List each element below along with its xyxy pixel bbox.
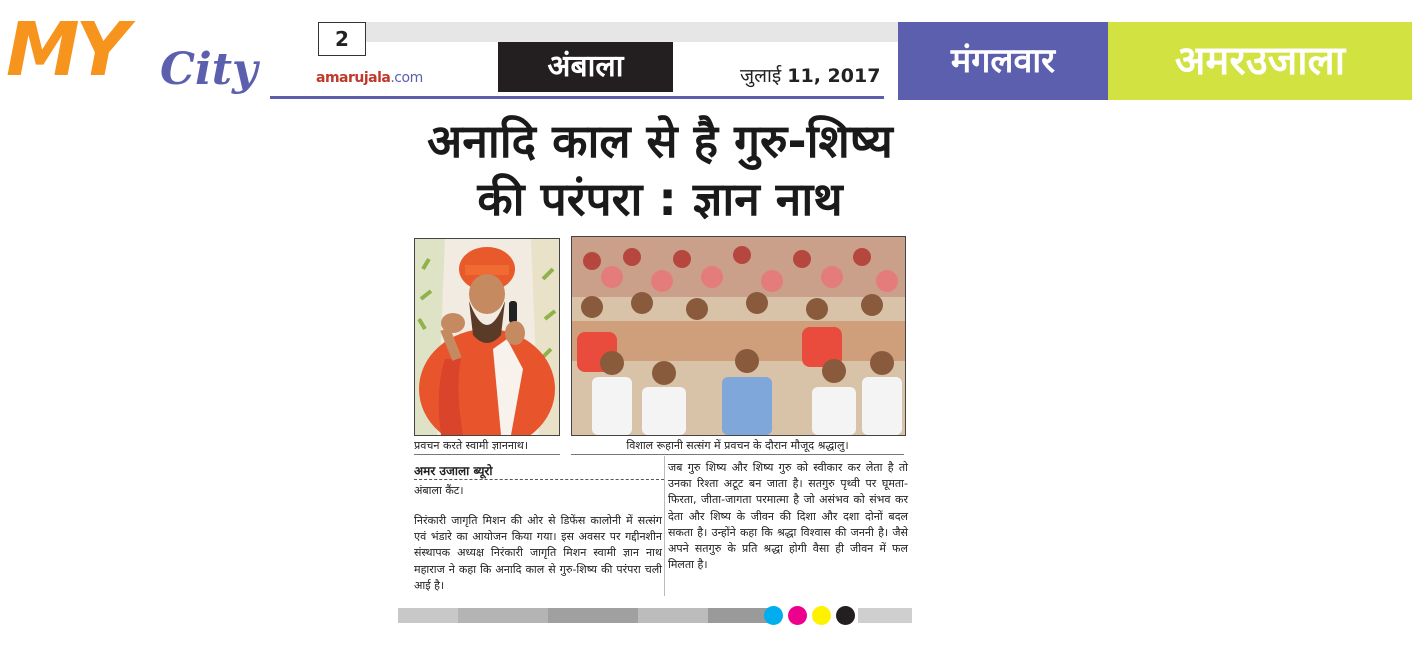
- site-tld: .com: [390, 70, 423, 86]
- photo-congregation-caption: विशाल रूहानी सत्संग में प्रवचन के दौरान मौजूद श्रद्धालु।: [571, 438, 904, 455]
- page-number: 2: [318, 22, 366, 56]
- mycity-logo-city: City: [160, 44, 258, 95]
- photo-swami: [414, 238, 560, 436]
- gray-patch: [638, 608, 708, 623]
- registration-dot-black: [836, 606, 855, 625]
- gray-patch: [458, 608, 548, 623]
- paper-brand: अमरउजाला: [1108, 22, 1412, 100]
- date-daynum: 11, 2017: [787, 65, 881, 87]
- gray-patch: [398, 608, 458, 623]
- dateline: अंबाला कैंट।: [414, 484, 464, 497]
- registration-dot-yellow: [812, 606, 831, 625]
- weekday-label: मंगलवार: [898, 22, 1108, 100]
- gray-patch: [548, 608, 638, 623]
- issue-date: [740, 62, 880, 88]
- gray-patch: [858, 608, 912, 623]
- site-url[interactable]: [316, 70, 423, 86]
- gray-patch: [708, 608, 768, 623]
- city-label: अंबाला: [498, 42, 673, 92]
- crowd-photo-illustration: [572, 237, 905, 435]
- byline-rule: [414, 479, 664, 480]
- article-column-1: निरंकारी जागृति मिशन की ओर से डिफेंस कालोनी में सत्संग एवं भंडारे का आयोजन किया गया। इस अवसर पर गद्दीनशीन संस्थापक अध्यक्ष निरंकारी जागृति मिशन स्वामी ज्ञान नाथ महाराज ने कहा कि अनादि काल से गुरु-शिष्य की परंपरा चली आई है।: [414, 514, 662, 592]
- headline-line-2: की परंपरा : ज्ञान नाथ: [477, 172, 843, 226]
- masthead-strip: [318, 22, 898, 42]
- date-month: जुलाई: [740, 65, 782, 87]
- photo-swami-caption: प्रवचन करते स्वामी ज्ञाननाथ।: [414, 438, 560, 455]
- article-column-2: जब गुरु शिष्य और शिष्य गुरु को स्वीकार कर लेता है तो उनका रिश्ता अटूट बन जाता है। सतगुरु पृथ्वी पर घूमता-फिरता, जीता-जागता परमात्मा है जो असंभव को संभव कर देता और शिष्य के जीवन की दिशा और दशा दोनों बदल सकता है। उन्होंने कहा कि श्रद्धा विश्वास की जननी है। जैसे अपने सतगुरु के प्रति श्रद्धा होगी वैसा ही जीवन में फल मिलता है।: [668, 461, 908, 572]
- registration-dot-cyan: [764, 606, 783, 625]
- swami-photo-illustration: [415, 239, 559, 435]
- print-color-bar: [398, 608, 912, 623]
- registration-dot-magenta: [788, 606, 807, 625]
- site-name: amarujala: [316, 70, 391, 86]
- column-divider: [664, 456, 665, 596]
- byline: अमर उजाला ब्यूरो: [414, 464, 493, 478]
- photo-congregation: [571, 236, 906, 436]
- masthead-rule: [270, 96, 884, 99]
- page-title: [400, 112, 920, 228]
- mycity-logo-my: MY: [6, 7, 126, 93]
- headline-line-1: अनादि काल से है गुरु-शिष्य: [427, 114, 893, 168]
